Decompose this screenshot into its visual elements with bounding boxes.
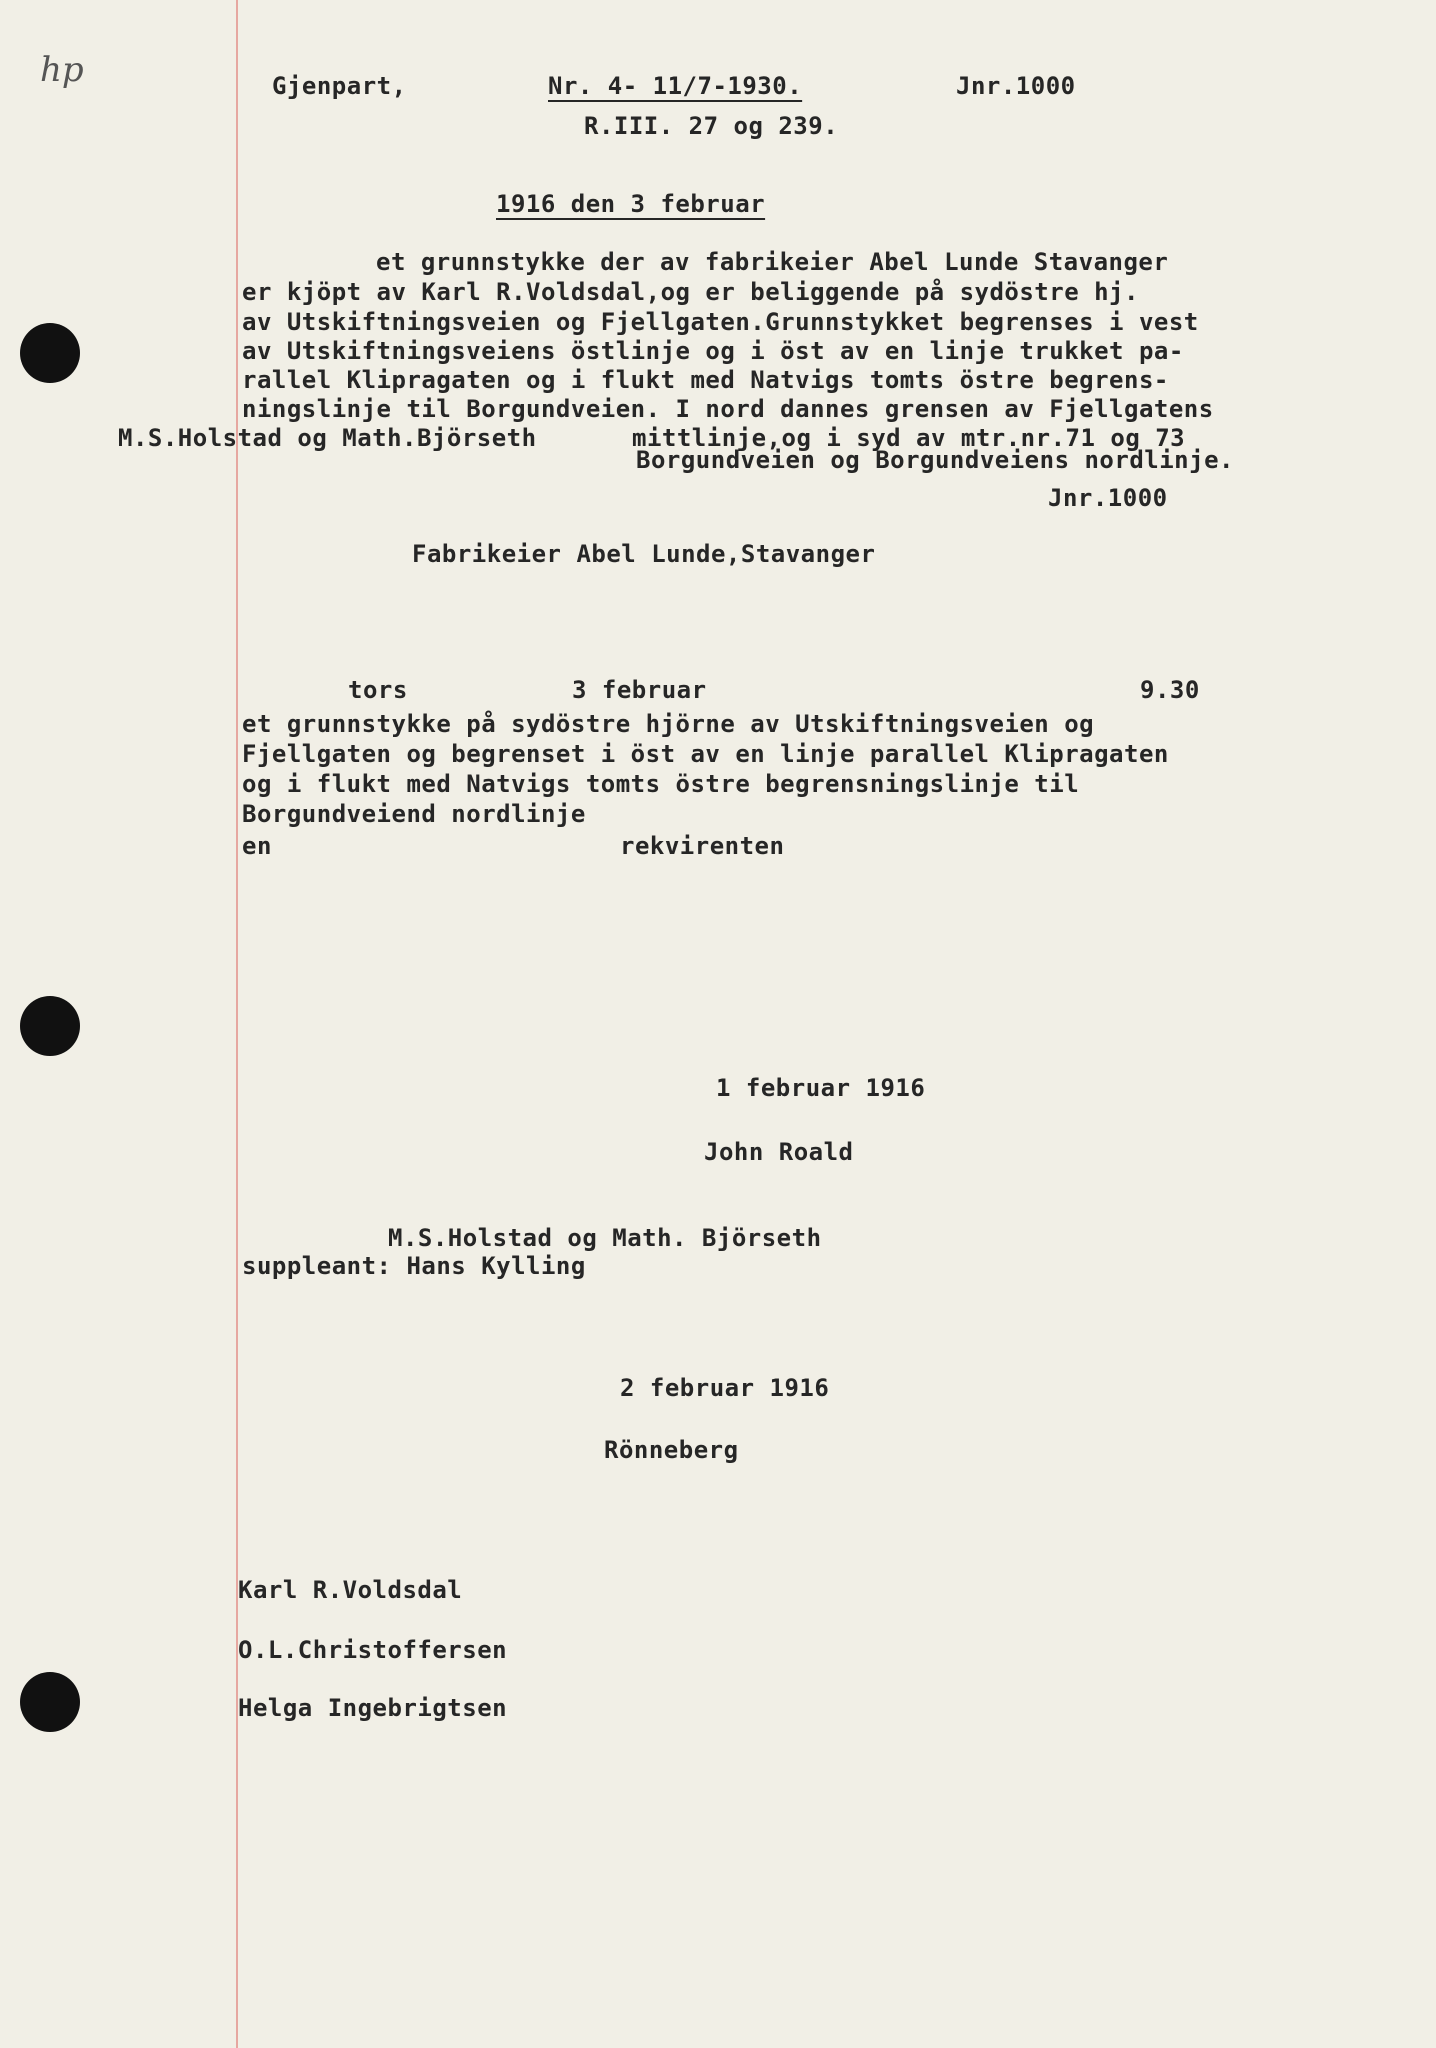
punch-hole: [20, 323, 80, 383]
witness-name: Helga Ingebrigtsen: [238, 1694, 508, 1722]
section2-en: en: [242, 832, 272, 860]
section1-date: 1916 den 3 februar: [496, 190, 766, 218]
side-names: M.S.Holstad og Math.Björseth: [118, 424, 537, 452]
section1-line: et grunnstykke der av fabrikeier Abel Lunde Stavanger: [376, 248, 1169, 276]
gjenpart-label: Gjenpart,: [272, 72, 407, 100]
section3-suppleant: suppleant: Hans Kylling: [242, 1252, 586, 1280]
section1-line: av Utskiftningsveiens östlinje og i öst av en linje trukket pa-: [242, 337, 1184, 365]
section2-line: og i flukt med Natvigs tomts östre begrensningslinje til: [242, 770, 1080, 798]
section1-line: av Utskiftningsveien og Fjellgaten.Grunnstykket begrenses i vest: [242, 308, 1199, 336]
section3-date1: 1 februar 1916: [716, 1074, 926, 1102]
section1-journal-number: Jnr.1000: [1048, 484, 1168, 512]
section2-date: 3 februar: [572, 676, 707, 704]
document-number: Nr. 4- 11/7-1930.: [548, 72, 803, 100]
register-reference: R.III. 27 og 239.: [584, 112, 839, 140]
section2-line: et grunnstykke på sydöstre hjörne av Utskiftningsveien og: [242, 710, 1095, 738]
section3-name3: Rönneberg: [604, 1436, 739, 1464]
witness-name: O.L.Christoffersen: [238, 1636, 508, 1664]
margin-rule: [236, 0, 238, 2048]
punch-hole: [20, 996, 80, 1056]
section2-day: tors: [348, 676, 408, 704]
section2-line: Fjellgaten og begrenset i öst av en linje parallel Klipragaten: [242, 740, 1169, 768]
section1-line: er kjöpt av Karl R.Voldsdal,og er beliggende på sydöstre hj.: [242, 278, 1139, 306]
section3-names2: M.S.Holstad og Math. Björseth: [388, 1224, 822, 1252]
punch-hole: [20, 1672, 80, 1732]
section1-line: ningslinje til Borgundveien. I nord dannes grensen av Fjellgatens: [242, 395, 1214, 423]
journal-number: Jnr.1000: [956, 72, 1076, 100]
section1-line: rallel Klipragaten og i flukt med Natvigs tomts östre begrens-: [242, 366, 1169, 394]
section1-line: mittlinje,og i syd av mtr.nr.71 og 73: [632, 424, 1186, 452]
section2-line: Borgundveiend nordlinje: [242, 800, 586, 828]
margin-note: hp: [40, 50, 84, 90]
owner-name: Fabrikeier Abel Lunde,Stavanger: [412, 540, 876, 568]
section2-rekvirenten: rekvirenten: [620, 832, 785, 860]
section3-date2: 2 februar 1916: [620, 1374, 830, 1402]
section1-line: Borgundveien og Borgundveiens nordlinje.: [636, 446, 1234, 474]
section3-name1: John Roald: [704, 1138, 854, 1166]
witness-name: Karl R.Voldsdal: [238, 1576, 463, 1604]
section2-time: 9.30: [1140, 676, 1200, 704]
